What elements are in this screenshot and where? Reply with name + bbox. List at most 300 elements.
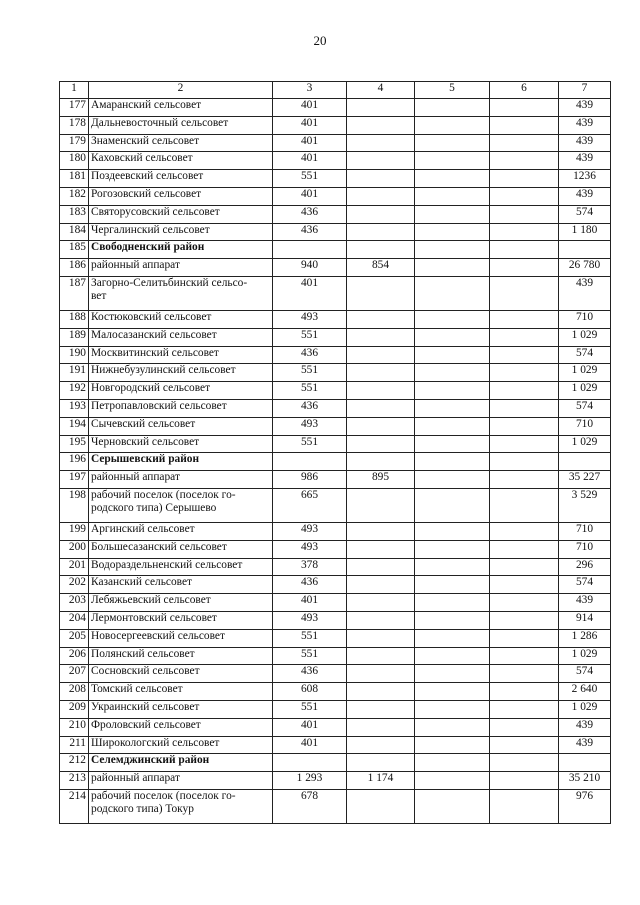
row-name-line-1: Дальневосточный сельсовет: [91, 116, 229, 129]
row-col-3: 551: [273, 364, 347, 382]
row-number: 179: [60, 134, 89, 152]
row-col-7: 1236: [559, 170, 611, 188]
row-col-7: 574: [559, 576, 611, 594]
row-number: 206: [60, 647, 89, 665]
row-name-line-1: Чергалинский сельсовет: [91, 223, 210, 236]
table-row: [60, 789, 611, 823]
row-col-3: 401: [273, 718, 347, 736]
row-name: [89, 718, 273, 736]
row-col-5: [415, 471, 490, 489]
row-col-6: [490, 116, 559, 134]
row-col-6: [490, 789, 559, 823]
row-name: [89, 789, 273, 823]
row-name: [89, 187, 273, 205]
row-number: 192: [60, 382, 89, 400]
row-name-line-1: Полянский сельсовет: [91, 647, 195, 660]
table-row: [60, 116, 611, 134]
row-name-line-1: Лермонтовский сельсовет: [91, 611, 217, 624]
section-row: [60, 754, 611, 772]
header-col-2: 2: [89, 82, 273, 99]
row-col-4: 895: [347, 471, 415, 489]
row-col-5: [415, 187, 490, 205]
row-col-3: 493: [273, 522, 347, 540]
row-col-5: [415, 310, 490, 328]
row-name: [89, 754, 273, 772]
row-name-line-2: родского типа) Токур: [91, 802, 194, 815]
row-col-7: 1 029: [559, 647, 611, 665]
row-col-7: 439: [559, 152, 611, 170]
row-number: 194: [60, 417, 89, 435]
row-col-3: 493: [273, 611, 347, 629]
row-number: 181: [60, 170, 89, 188]
row-col-5: [415, 170, 490, 188]
row-col-5: [415, 276, 490, 310]
row-col-4: [347, 310, 415, 328]
row-number: 187: [60, 276, 89, 310]
row-name: [89, 435, 273, 453]
header-col-4: 4: [347, 82, 415, 99]
row-name: [89, 134, 273, 152]
row-name-line-1: районный аппарат: [91, 772, 180, 785]
row-number: 209: [60, 700, 89, 718]
section-row: [60, 453, 611, 471]
row-col-3: 493: [273, 540, 347, 558]
allocation-table: [59, 81, 611, 824]
row-col-6: [490, 259, 559, 277]
row-name-line-1: Селемджинский район: [91, 754, 210, 767]
row-col-7: 710: [559, 417, 611, 435]
row-col-3: 551: [273, 435, 347, 453]
row-name-line-1: рабочий поселок (поселок го-: [91, 488, 236, 501]
table-row: [60, 399, 611, 417]
row-col-4: [347, 435, 415, 453]
row-name: [89, 152, 273, 170]
row-col-4: [347, 417, 415, 435]
row-col-7: 439: [559, 276, 611, 310]
row-col-5: [415, 116, 490, 134]
row-name-line-1: Поздеевский сельсовет: [91, 170, 204, 183]
row-number: 190: [60, 346, 89, 364]
row-col-3: 436: [273, 665, 347, 683]
row-name-line-1: Аргинский сельсовет: [91, 522, 195, 535]
row-col-3: 678: [273, 789, 347, 823]
row-col-6: [490, 718, 559, 736]
table-row: [60, 152, 611, 170]
row-col-6: [490, 187, 559, 205]
table-row: [60, 310, 611, 328]
row-name: [89, 399, 273, 417]
table-row: [60, 417, 611, 435]
row-col-5: [415, 558, 490, 576]
row-name: [89, 205, 273, 223]
row-col-3: 436: [273, 346, 347, 364]
row-name: [89, 522, 273, 540]
row-name-line-1: Каховский сельсовет: [91, 152, 193, 165]
row-col-5: [415, 718, 490, 736]
row-col-4: [347, 241, 415, 259]
row-col-5: [415, 522, 490, 540]
row-number: 199: [60, 522, 89, 540]
row-col-5: [415, 134, 490, 152]
row-col-3: 378: [273, 558, 347, 576]
row-number: 201: [60, 558, 89, 576]
row-col-3: 493: [273, 417, 347, 435]
row-number: 207: [60, 665, 89, 683]
row-name-line-1: Москвитинский сельсовет: [91, 346, 219, 359]
row-col-6: [490, 223, 559, 241]
row-col-6: [490, 700, 559, 718]
row-col-7: 439: [559, 99, 611, 117]
row-col-4: [347, 223, 415, 241]
row-col-4: [347, 134, 415, 152]
table-row: [60, 170, 611, 188]
row-col-5: [415, 576, 490, 594]
row-col-3: 551: [273, 700, 347, 718]
row-number: 189: [60, 328, 89, 346]
row-number: 208: [60, 683, 89, 701]
row-number: 180: [60, 152, 89, 170]
row-col-7: 439: [559, 187, 611, 205]
row-number: 210: [60, 718, 89, 736]
row-col-6: [490, 134, 559, 152]
row-col-5: [415, 683, 490, 701]
row-col-3: 1 293: [273, 772, 347, 790]
row-number: 212: [60, 754, 89, 772]
row-col-4: [347, 700, 415, 718]
row-name-line-1: Водораздельненский сельсовет: [91, 558, 243, 571]
row-col-7: 439: [559, 116, 611, 134]
row-col-6: [490, 399, 559, 417]
row-col-6: [490, 241, 559, 259]
row-name: [89, 594, 273, 612]
row-col-6: [490, 417, 559, 435]
row-col-4: [347, 665, 415, 683]
row-number: 200: [60, 540, 89, 558]
table-row: [60, 205, 611, 223]
row-col-4: [347, 558, 415, 576]
row-name-line-1: Петропавловский сельсовет: [91, 399, 227, 412]
row-col-4: [347, 187, 415, 205]
row-col-4: [347, 754, 415, 772]
row-col-4: [347, 629, 415, 647]
row-col-5: [415, 205, 490, 223]
row-name-line-2: родского типа) Серышево: [91, 501, 217, 514]
row-col-6: [490, 170, 559, 188]
table-row: [60, 187, 611, 205]
row-name: [89, 310, 273, 328]
table-header-row: [60, 82, 611, 99]
row-name-line-1: Лебяжьевский сельсовет: [91, 594, 211, 607]
row-col-6: [490, 435, 559, 453]
row-col-7: 574: [559, 665, 611, 683]
row-col-5: [415, 540, 490, 558]
row-name: [89, 647, 273, 665]
row-col-3: 986: [273, 471, 347, 489]
row-name-line-2: вет: [91, 289, 107, 302]
row-col-3: 940: [273, 259, 347, 277]
row-name: [89, 259, 273, 277]
row-number: 193: [60, 399, 89, 417]
row-name: [89, 700, 273, 718]
table-row: [60, 223, 611, 241]
row-number: 186: [60, 259, 89, 277]
row-col-7: 710: [559, 310, 611, 328]
row-col-4: [347, 736, 415, 754]
row-name-line-1: Сычевский сельсовет: [91, 417, 196, 430]
header-col-1: 1: [60, 82, 89, 99]
row-number: 177: [60, 99, 89, 117]
row-col-4: [347, 594, 415, 612]
row-col-4: [347, 540, 415, 558]
row-col-3: 436: [273, 399, 347, 417]
row-col-3: 493: [273, 310, 347, 328]
row-col-3: 436: [273, 205, 347, 223]
row-col-7: 574: [559, 399, 611, 417]
row-number: 188: [60, 310, 89, 328]
row-col-7: 1 029: [559, 435, 611, 453]
row-col-4: [347, 789, 415, 823]
row-col-6: [490, 540, 559, 558]
row-name: [89, 364, 273, 382]
row-col-3: 401: [273, 276, 347, 310]
row-name: [89, 453, 273, 471]
row-col-7: 439: [559, 134, 611, 152]
row-col-3: 401: [273, 594, 347, 612]
row-col-3: 551: [273, 382, 347, 400]
row-name: [89, 223, 273, 241]
row-col-4: [347, 647, 415, 665]
row-col-7: 2 640: [559, 683, 611, 701]
row-number: 214: [60, 789, 89, 823]
row-col-3: [273, 754, 347, 772]
row-col-5: [415, 435, 490, 453]
row-col-4: [347, 611, 415, 629]
row-col-4: [347, 683, 415, 701]
row-name: [89, 241, 273, 259]
table-row: [60, 736, 611, 754]
row-col-6: [490, 665, 559, 683]
row-col-5: [415, 259, 490, 277]
row-col-4: [347, 328, 415, 346]
row-col-6: [490, 594, 559, 612]
row-col-7: 574: [559, 346, 611, 364]
row-name: [89, 328, 273, 346]
table-row: [60, 471, 611, 489]
row-number: 196: [60, 453, 89, 471]
row-name-line-1: районный аппарат: [91, 471, 180, 484]
row-name: [89, 683, 273, 701]
row-col-3: 401: [273, 116, 347, 134]
row-col-7: [559, 241, 611, 259]
row-name-line-1: Казанский сельсовет: [91, 576, 193, 589]
table-row: [60, 382, 611, 400]
row-name: [89, 471, 273, 489]
table-row: [60, 558, 611, 576]
row-name-line-1: Томский сельсовет: [91, 683, 183, 696]
row-col-7: 1 029: [559, 328, 611, 346]
row-number: 205: [60, 629, 89, 647]
row-col-3: 436: [273, 223, 347, 241]
row-col-3: 401: [273, 99, 347, 117]
row-col-7: 35 227: [559, 471, 611, 489]
header-col-3: 3: [273, 82, 347, 99]
row-name-line-1: Малосазанский сельсовет: [91, 328, 217, 341]
row-name-line-1: Новгородский сельсовет: [91, 382, 211, 395]
page-number: 20: [313, 33, 327, 48]
row-col-4: [347, 170, 415, 188]
row-col-4: 854: [347, 259, 415, 277]
row-number: 213: [60, 772, 89, 790]
row-col-7: 1 286: [559, 629, 611, 647]
row-number: 182: [60, 187, 89, 205]
row-col-7: 1 180: [559, 223, 611, 241]
header-col-6: 6: [490, 82, 559, 99]
row-col-4: [347, 382, 415, 400]
row-name-line-1: Костюковский сельсовет: [91, 310, 212, 323]
row-col-7: 574: [559, 205, 611, 223]
row-col-5: [415, 772, 490, 790]
row-col-6: [490, 683, 559, 701]
table-row: [60, 435, 611, 453]
row-name: [89, 736, 273, 754]
row-col-7: 439: [559, 594, 611, 612]
row-col-6: [490, 629, 559, 647]
row-col-6: [490, 310, 559, 328]
table-row: [60, 540, 611, 558]
table-row: [60, 522, 611, 540]
row-col-4: [347, 205, 415, 223]
table-row: [60, 328, 611, 346]
row-name: [89, 116, 273, 134]
row-col-5: [415, 399, 490, 417]
row-col-5: [415, 665, 490, 683]
table-row: [60, 346, 611, 364]
row-name: [89, 558, 273, 576]
row-col-4: [347, 488, 415, 522]
row-name-line-1: Загорно-Селитьбинский сельсо-: [91, 276, 248, 289]
row-col-4: 1 174: [347, 772, 415, 790]
row-name-line-1: Черновский сельсовет: [91, 435, 200, 448]
row-col-6: [490, 488, 559, 522]
row-col-7: [559, 754, 611, 772]
header-col-5: 5: [415, 82, 490, 99]
row-col-4: [347, 116, 415, 134]
row-col-4: [347, 99, 415, 117]
row-number: 204: [60, 611, 89, 629]
section-row: [60, 241, 611, 259]
row-col-5: [415, 99, 490, 117]
row-col-3: 401: [273, 187, 347, 205]
row-col-7: 1 029: [559, 700, 611, 718]
row-col-6: [490, 453, 559, 471]
row-name: [89, 382, 273, 400]
row-col-7: 710: [559, 522, 611, 540]
row-col-4: [347, 276, 415, 310]
row-col-6: [490, 152, 559, 170]
row-col-3: 551: [273, 647, 347, 665]
row-col-5: [415, 417, 490, 435]
row-col-6: [490, 558, 559, 576]
row-col-5: [415, 754, 490, 772]
row-col-3: [273, 241, 347, 259]
row-col-7: 439: [559, 736, 611, 754]
row-number: 211: [60, 736, 89, 754]
row-name: [89, 276, 273, 310]
table-row: [60, 718, 611, 736]
row-col-6: [490, 611, 559, 629]
row-number: 203: [60, 594, 89, 612]
row-col-7: 26 780: [559, 259, 611, 277]
table-row: [60, 99, 611, 117]
table-row: [60, 772, 611, 790]
table-row: [60, 576, 611, 594]
row-col-7: 1 029: [559, 382, 611, 400]
table-row: [60, 611, 611, 629]
row-name-line-1: Знаменский сельсовет: [91, 134, 200, 147]
row-col-6: [490, 772, 559, 790]
row-name-line-1: Сосновский сельсовет: [91, 665, 200, 678]
table-body: [60, 82, 611, 824]
row-col-5: [415, 736, 490, 754]
row-col-5: [415, 346, 490, 364]
row-name-line-1: Широкологский сельсовет: [91, 736, 220, 749]
row-name-line-1: Большесазанский сельсовет: [91, 540, 227, 553]
table-row: [60, 276, 611, 310]
row-col-5: [415, 488, 490, 522]
table-row: [60, 259, 611, 277]
row-name-line-1: Украинский сельсовет: [91, 700, 200, 713]
row-col-4: [347, 453, 415, 471]
row-name: [89, 629, 273, 647]
row-col-6: [490, 276, 559, 310]
row-col-6: [490, 471, 559, 489]
row-name: [89, 417, 273, 435]
row-col-5: [415, 453, 490, 471]
row-col-3: 436: [273, 576, 347, 594]
row-name: [89, 576, 273, 594]
row-name: [89, 170, 273, 188]
row-col-3: 608: [273, 683, 347, 701]
table-row: [60, 594, 611, 612]
row-col-5: [415, 382, 490, 400]
row-col-7: 1 029: [559, 364, 611, 382]
row-name: [89, 540, 273, 558]
row-name-line-1: Святорусовский сельсовет: [91, 205, 220, 218]
row-number: 178: [60, 116, 89, 134]
row-col-7: 296: [559, 558, 611, 576]
row-col-6: [490, 522, 559, 540]
row-col-3: 665: [273, 488, 347, 522]
row-col-6: [490, 576, 559, 594]
row-col-5: [415, 223, 490, 241]
row-col-6: [490, 647, 559, 665]
row-col-3: 551: [273, 328, 347, 346]
row-col-5: [415, 152, 490, 170]
row-col-3: 401: [273, 134, 347, 152]
row-number: 183: [60, 205, 89, 223]
row-number: 195: [60, 435, 89, 453]
row-col-5: [415, 241, 490, 259]
table-row: [60, 134, 611, 152]
row-col-7: 35 210: [559, 772, 611, 790]
row-number: 197: [60, 471, 89, 489]
header-col-7: 7: [559, 82, 611, 99]
row-col-3: 401: [273, 736, 347, 754]
row-col-7: 976: [559, 789, 611, 823]
row-col-6: [490, 205, 559, 223]
row-col-4: [347, 364, 415, 382]
table-row: [60, 647, 611, 665]
